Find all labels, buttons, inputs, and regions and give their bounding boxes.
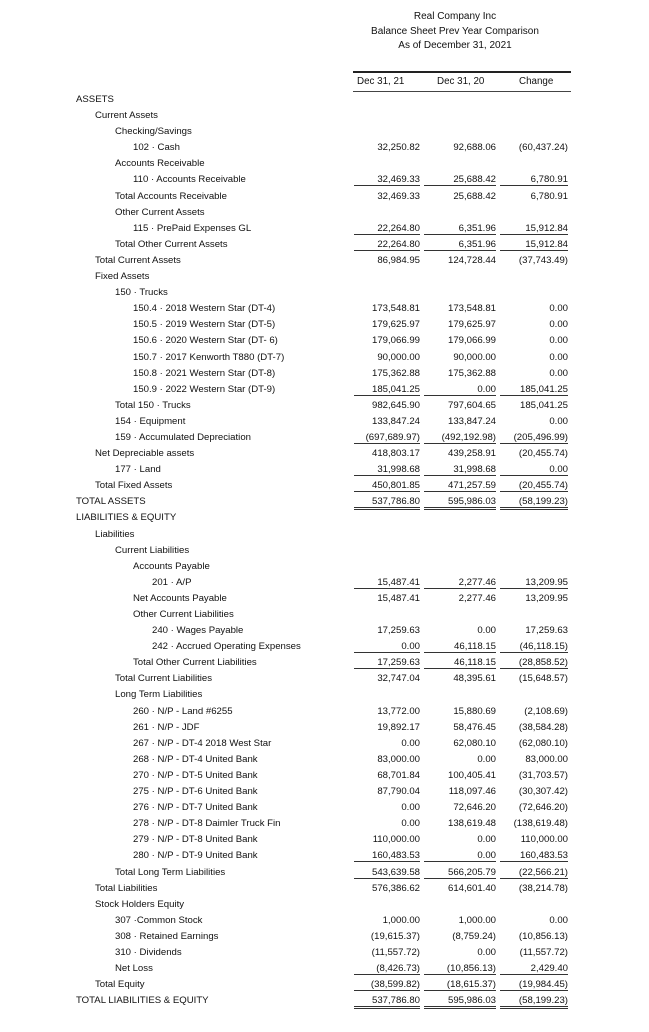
value-change: 15,912.84 bbox=[500, 239, 568, 251]
table-row bbox=[0, 156, 649, 172]
table-row bbox=[0, 671, 649, 687]
table-row bbox=[0, 575, 649, 591]
value-prior: 566,205.79 bbox=[424, 867, 496, 879]
value-prior: 595,986.03 bbox=[424, 496, 496, 510]
value-prior: 58,476.45 bbox=[453, 721, 496, 733]
value-current: 543,639.58 bbox=[354, 867, 420, 879]
row-label: Total Accounts Receivable bbox=[115, 190, 227, 202]
row-label: 279 · N/P - DT-8 United Bank bbox=[133, 834, 258, 846]
row-label: Liabilities bbox=[95, 528, 135, 540]
report-rows bbox=[0, 92, 649, 1009]
column-header-row bbox=[353, 71, 571, 92]
table-row bbox=[0, 897, 649, 913]
value-change: (205,496.99) bbox=[500, 432, 568, 444]
table-row bbox=[0, 881, 649, 897]
value-change: 185,041.25 bbox=[500, 384, 568, 396]
row-label: 159 · Accumulated Depreciation bbox=[115, 431, 251, 443]
value-prior: 124,728.44 bbox=[447, 254, 496, 266]
row-label: Current Assets bbox=[95, 110, 158, 122]
table-row bbox=[0, 961, 649, 977]
table-row bbox=[0, 285, 649, 301]
value-change: (58,199.23) bbox=[500, 496, 568, 510]
table-row bbox=[0, 913, 649, 929]
value-prior: 2,277.46 bbox=[458, 592, 496, 604]
value-current: 22,264.80 bbox=[354, 223, 420, 235]
value-change: (31,703.57) bbox=[518, 769, 568, 781]
value-change: (60,437.24) bbox=[518, 142, 568, 154]
row-label: 150.9 · 2022 Western Star (DT-9) bbox=[133, 383, 276, 395]
value-current: 0.00 bbox=[401, 802, 420, 814]
table-row bbox=[0, 527, 649, 543]
value-prior: 0.00 bbox=[477, 753, 496, 765]
value-current: 17,259.63 bbox=[377, 625, 420, 637]
value-change: 0.00 bbox=[549, 303, 568, 315]
row-label: Net Loss bbox=[115, 963, 153, 975]
row-label: ASSETS bbox=[76, 94, 114, 105]
value-current: 185,041.25 bbox=[354, 384, 420, 396]
row-label: 260 · N/P - Land #6255 bbox=[133, 705, 233, 717]
value-current: 576,386.62 bbox=[371, 882, 420, 894]
value-change: (37,743.49) bbox=[518, 254, 568, 266]
value-current: 31,998.68 bbox=[354, 464, 420, 476]
row-label: 280 · N/P - DT-9 United Bank bbox=[133, 850, 258, 862]
value-current: 32,469.33 bbox=[377, 190, 420, 202]
row-label: Total Liabilities bbox=[95, 882, 158, 894]
value-change: (30,307.42) bbox=[518, 786, 568, 798]
value-change: (19,984.45) bbox=[500, 979, 568, 991]
value-current: 0.00 bbox=[401, 737, 420, 749]
row-label: Other Current Assets bbox=[115, 206, 205, 218]
row-label: Net Accounts Payable bbox=[133, 592, 227, 604]
row-label: Long Term Liabilities bbox=[115, 689, 203, 701]
value-current: 19,892.17 bbox=[377, 721, 420, 733]
row-label: 268 · N/P - DT-4 United Bank bbox=[133, 753, 258, 765]
value-change: 0.00 bbox=[549, 335, 568, 347]
column-header-change: Change bbox=[519, 76, 554, 87]
value-prior: 797,604.65 bbox=[447, 399, 496, 411]
value-current: (38,599.82) bbox=[354, 979, 420, 991]
value-change: 0.00 bbox=[549, 367, 568, 379]
value-prior: 471,257.59 bbox=[424, 480, 496, 492]
row-label: Other Current Liabilities bbox=[133, 609, 234, 620]
row-label: 267 · N/P - DT-4 2018 West Star bbox=[133, 737, 272, 749]
table-row bbox=[0, 591, 649, 607]
row-label: Total Equity bbox=[95, 979, 145, 991]
row-label: Accounts Payable bbox=[133, 560, 210, 572]
value-prior: 133,847.24 bbox=[447, 415, 496, 427]
table-row bbox=[0, 559, 649, 575]
table-row bbox=[0, 478, 649, 494]
table-row bbox=[0, 382, 649, 398]
value-change: 110,000.00 bbox=[520, 834, 568, 846]
value-prior: 0.00 bbox=[477, 834, 496, 846]
row-label: Total Current Assets bbox=[95, 254, 181, 266]
report-date: As of December 31, 2021 bbox=[398, 40, 512, 51]
row-label: Total Current Liabilities bbox=[115, 673, 213, 685]
value-prior: 90,000.00 bbox=[453, 351, 496, 363]
value-prior: 6,351.96 bbox=[424, 223, 496, 235]
value-prior: (10,856.13) bbox=[424, 963, 496, 975]
row-label: Fixed Assets bbox=[95, 271, 150, 283]
row-label: 150.8 · 2021 Western Star (DT-8) bbox=[133, 367, 276, 379]
value-change: 6,780.91 bbox=[530, 190, 568, 202]
value-prior: 0.00 bbox=[477, 625, 496, 637]
value-change: (20,455.74) bbox=[518, 448, 568, 460]
value-change: 0.00 bbox=[549, 351, 568, 363]
value-change: 0.00 bbox=[549, 415, 568, 427]
table-row bbox=[0, 784, 649, 800]
table-row bbox=[0, 253, 649, 269]
value-prior: 25,688.42 bbox=[424, 174, 496, 186]
table-row bbox=[0, 237, 649, 253]
value-current: 13,772.00 bbox=[377, 705, 420, 717]
value-change: 2,429.40 bbox=[500, 963, 568, 975]
table-row bbox=[0, 768, 649, 784]
value-change: (22,566.21) bbox=[500, 867, 568, 879]
value-prior: 92,688.06 bbox=[453, 142, 496, 154]
row-label: 261 · N/P - JDF bbox=[133, 721, 200, 733]
value-change: (38,214.78) bbox=[518, 882, 568, 894]
value-current: 982,645.90 bbox=[371, 399, 420, 411]
table-row bbox=[0, 929, 649, 945]
row-label: Total Other Current Assets bbox=[115, 238, 228, 250]
table-row bbox=[0, 494, 649, 510]
row-label: 150 · Trucks bbox=[115, 287, 168, 299]
table-row bbox=[0, 108, 649, 124]
value-change: 13,209.95 bbox=[525, 592, 568, 604]
row-label: Net Depreciable assets bbox=[95, 448, 195, 460]
table-row bbox=[0, 205, 649, 221]
value-current: 68,701.84 bbox=[377, 769, 420, 781]
row-label: 278 · N/P - DT-8 Daimler Truck Fin bbox=[133, 818, 281, 830]
table-row bbox=[0, 124, 649, 140]
table-row bbox=[0, 607, 649, 623]
value-current: 133,847.24 bbox=[371, 415, 420, 427]
table-row bbox=[0, 430, 649, 446]
row-label: 240 · Wages Payable bbox=[152, 625, 244, 637]
row-label: Accounts Receivable bbox=[115, 158, 205, 170]
value-prior: 62,080.10 bbox=[453, 737, 496, 749]
value-current: 83,000.00 bbox=[377, 753, 420, 765]
value-current: 537,786.80 bbox=[354, 496, 420, 510]
row-label: Current Liabilities bbox=[115, 544, 190, 556]
value-prior: 179,066.99 bbox=[447, 335, 496, 347]
value-prior: 1,000.00 bbox=[458, 914, 496, 926]
row-label: Total Other Current Liabilities bbox=[133, 657, 257, 669]
row-label: 150.4 · 2018 Western Star (DT-4) bbox=[133, 303, 276, 315]
value-prior: 138,619.48 bbox=[447, 818, 496, 830]
value-change: (20,455.74) bbox=[500, 480, 568, 492]
table-row bbox=[0, 865, 649, 881]
value-current: 179,625.97 bbox=[371, 319, 420, 331]
row-label: Total Fixed Assets bbox=[95, 480, 173, 492]
table-row bbox=[0, 848, 649, 864]
value-prior: 72,646.20 bbox=[453, 802, 496, 814]
value-prior: 25,688.42 bbox=[453, 190, 496, 202]
row-label: 276 · N/P - DT-7 United Bank bbox=[133, 802, 258, 814]
table-row bbox=[0, 446, 649, 462]
value-prior: 439,258.91 bbox=[447, 448, 496, 460]
value-prior: (8,759.24) bbox=[452, 930, 496, 942]
row-label: 150.5 · 2019 Western Star (DT-5) bbox=[133, 319, 276, 331]
value-change: 0.00 bbox=[549, 319, 568, 331]
table-row bbox=[0, 366, 649, 382]
row-label: 150.7 · 2017 Kenworth T880 (DT-7) bbox=[133, 351, 285, 363]
table-row bbox=[0, 945, 649, 961]
table-row bbox=[0, 752, 649, 768]
row-label: 150.6 · 2020 Western Star (DT- 6) bbox=[133, 335, 278, 347]
row-label: Stock Holders Equity bbox=[95, 898, 185, 910]
company-name: Real Company Inc bbox=[413, 11, 497, 22]
value-prior: 2,277.46 bbox=[424, 577, 496, 589]
value-prior: 175,362.88 bbox=[447, 367, 496, 379]
row-label: 307 ·Common Stock bbox=[115, 914, 203, 926]
table-row bbox=[0, 333, 649, 349]
value-current: 32,747.04 bbox=[377, 673, 420, 685]
value-current: 17,259.63 bbox=[354, 657, 420, 669]
value-prior: 46,118.15 bbox=[424, 657, 496, 669]
value-current: (11,557.72) bbox=[371, 946, 420, 958]
value-current: 110,000.00 bbox=[372, 834, 420, 846]
value-change: (38,584.28) bbox=[518, 721, 568, 733]
table-row bbox=[0, 655, 649, 671]
value-change: (15,648.57) bbox=[518, 673, 568, 685]
value-current: 1,000.00 bbox=[382, 914, 420, 926]
value-prior: 595,986.03 bbox=[424, 995, 496, 1009]
row-label: 154 · Equipment bbox=[115, 415, 186, 427]
column-header-current: Dec 31, 21 bbox=[357, 76, 405, 87]
table-row bbox=[0, 720, 649, 736]
value-prior: 31,998.68 bbox=[424, 464, 496, 476]
value-change: (62,080.10) bbox=[518, 737, 568, 749]
table-row bbox=[0, 189, 649, 205]
table-row bbox=[0, 977, 649, 993]
table-row bbox=[0, 687, 649, 703]
table-row bbox=[0, 221, 649, 237]
value-change: (58,199.23) bbox=[500, 995, 568, 1009]
value-change: 17,259.63 bbox=[525, 625, 568, 637]
value-change: (138,619.48) bbox=[513, 818, 568, 830]
value-change: 0.00 bbox=[500, 464, 568, 476]
value-current: 160,483.53 bbox=[354, 850, 420, 862]
row-label: LIABILITIES & EQUITY bbox=[76, 512, 177, 524]
row-label: 275 · N/P - DT-6 United Bank bbox=[133, 786, 258, 798]
value-current: 15,487.41 bbox=[377, 592, 420, 604]
row-label: 102 · Cash bbox=[133, 142, 180, 154]
report-title: Balance Sheet Prev Year Comparison bbox=[371, 25, 539, 37]
value-current: 0.00 bbox=[401, 818, 420, 830]
value-change: 13,209.95 bbox=[500, 577, 568, 589]
table-row bbox=[0, 510, 649, 526]
table-row bbox=[0, 623, 649, 639]
value-current: 175,362.88 bbox=[371, 367, 420, 379]
value-prior: 118,097.46 bbox=[448, 786, 496, 798]
value-current: 418,803.17 bbox=[371, 448, 420, 460]
value-current: 90,000.00 bbox=[377, 351, 420, 363]
table-row bbox=[0, 350, 649, 366]
value-prior: (18,615.37) bbox=[424, 979, 496, 991]
value-current: 32,469.33 bbox=[354, 174, 420, 186]
value-prior: 15,880.69 bbox=[453, 705, 496, 717]
value-change: 185,041.25 bbox=[519, 399, 568, 411]
table-row bbox=[0, 172, 649, 188]
row-label: TOTAL ASSETS bbox=[76, 496, 146, 508]
value-prior: 173,548.81 bbox=[447, 303, 496, 315]
value-change: 6,780.91 bbox=[500, 174, 568, 186]
value-prior: (492,192.98) bbox=[424, 432, 496, 444]
value-change: (72,646.20) bbox=[518, 802, 568, 814]
table-row bbox=[0, 140, 649, 156]
table-row bbox=[0, 736, 649, 752]
row-label: Checking/Savings bbox=[115, 126, 192, 138]
table-row bbox=[0, 462, 649, 478]
value-change: 0.00 bbox=[549, 914, 568, 926]
report-header bbox=[310, 10, 600, 54]
column-header-prior: Dec 31, 20 bbox=[437, 76, 485, 87]
value-prior: 0.00 bbox=[477, 946, 496, 958]
value-change: (11,557.72) bbox=[519, 946, 568, 958]
table-row bbox=[0, 704, 649, 720]
value-current: 15,487.41 bbox=[354, 577, 420, 589]
value-prior: 0.00 bbox=[424, 850, 496, 862]
value-current: 86,984.95 bbox=[377, 254, 420, 266]
value-current: 173,548.81 bbox=[371, 303, 420, 315]
row-label: TOTAL LIABILITIES & EQUITY bbox=[76, 995, 209, 1007]
row-label: Total 150 · Trucks bbox=[115, 399, 191, 411]
table-row bbox=[0, 301, 649, 317]
value-change: 83,000.00 bbox=[525, 753, 568, 765]
value-prior: 100,405.41 bbox=[447, 769, 496, 781]
value-current: 0.00 bbox=[354, 641, 420, 653]
value-current: 537,786.80 bbox=[354, 995, 420, 1009]
value-prior: 179,625.97 bbox=[447, 319, 496, 331]
value-prior: 0.00 bbox=[424, 384, 496, 396]
row-label: Total Long Term Liabilities bbox=[115, 866, 226, 878]
value-prior: 6,351.96 bbox=[424, 239, 496, 251]
table-row bbox=[0, 832, 649, 848]
row-label: 270 · N/P - DT-5 United Bank bbox=[133, 769, 258, 781]
value-current: 32,250.82 bbox=[377, 142, 420, 154]
row-label: 242 · Accrued Operating Expenses bbox=[152, 641, 301, 653]
value-current: 22,264.80 bbox=[354, 239, 420, 251]
value-current: (8,426.73) bbox=[354, 963, 420, 975]
value-change: (2,108.69) bbox=[524, 705, 568, 717]
table-row bbox=[0, 639, 649, 655]
value-prior: 48,395.61 bbox=[453, 673, 496, 685]
table-row bbox=[0, 543, 649, 559]
table-row bbox=[0, 92, 649, 108]
row-label: 310 · Dividends bbox=[115, 946, 182, 958]
value-current: 87,790.04 bbox=[377, 786, 420, 798]
table-row bbox=[0, 398, 649, 414]
table-row bbox=[0, 800, 649, 816]
value-current: 450,801.85 bbox=[354, 480, 420, 492]
value-prior: 46,118.15 bbox=[424, 641, 496, 653]
table-row bbox=[0, 317, 649, 333]
value-change: (10,856.13) bbox=[518, 930, 568, 942]
table-row bbox=[0, 414, 649, 430]
value-prior: 614,601.40 bbox=[447, 882, 496, 894]
row-label: 110 · Accounts Receivable bbox=[133, 174, 246, 186]
row-label: 177 · Land bbox=[115, 464, 161, 476]
value-change: 15,912.84 bbox=[500, 223, 568, 235]
value-change: 160,483.53 bbox=[500, 850, 568, 862]
table-row bbox=[0, 816, 649, 832]
value-current: (19,615.37) bbox=[370, 930, 420, 942]
value-change: (46,118.15) bbox=[500, 641, 568, 653]
row-label: 201 · A/P bbox=[152, 576, 192, 588]
row-label: 115 · PrePaid Expenses GL bbox=[133, 222, 252, 234]
table-row bbox=[0, 269, 649, 285]
value-change: (28,858.52) bbox=[500, 657, 568, 669]
value-current: 179,066.99 bbox=[371, 335, 420, 347]
table-row bbox=[0, 993, 649, 1009]
value-current: (697,689.97) bbox=[354, 432, 420, 444]
row-label: 308 · Retained Earnings bbox=[115, 930, 219, 942]
